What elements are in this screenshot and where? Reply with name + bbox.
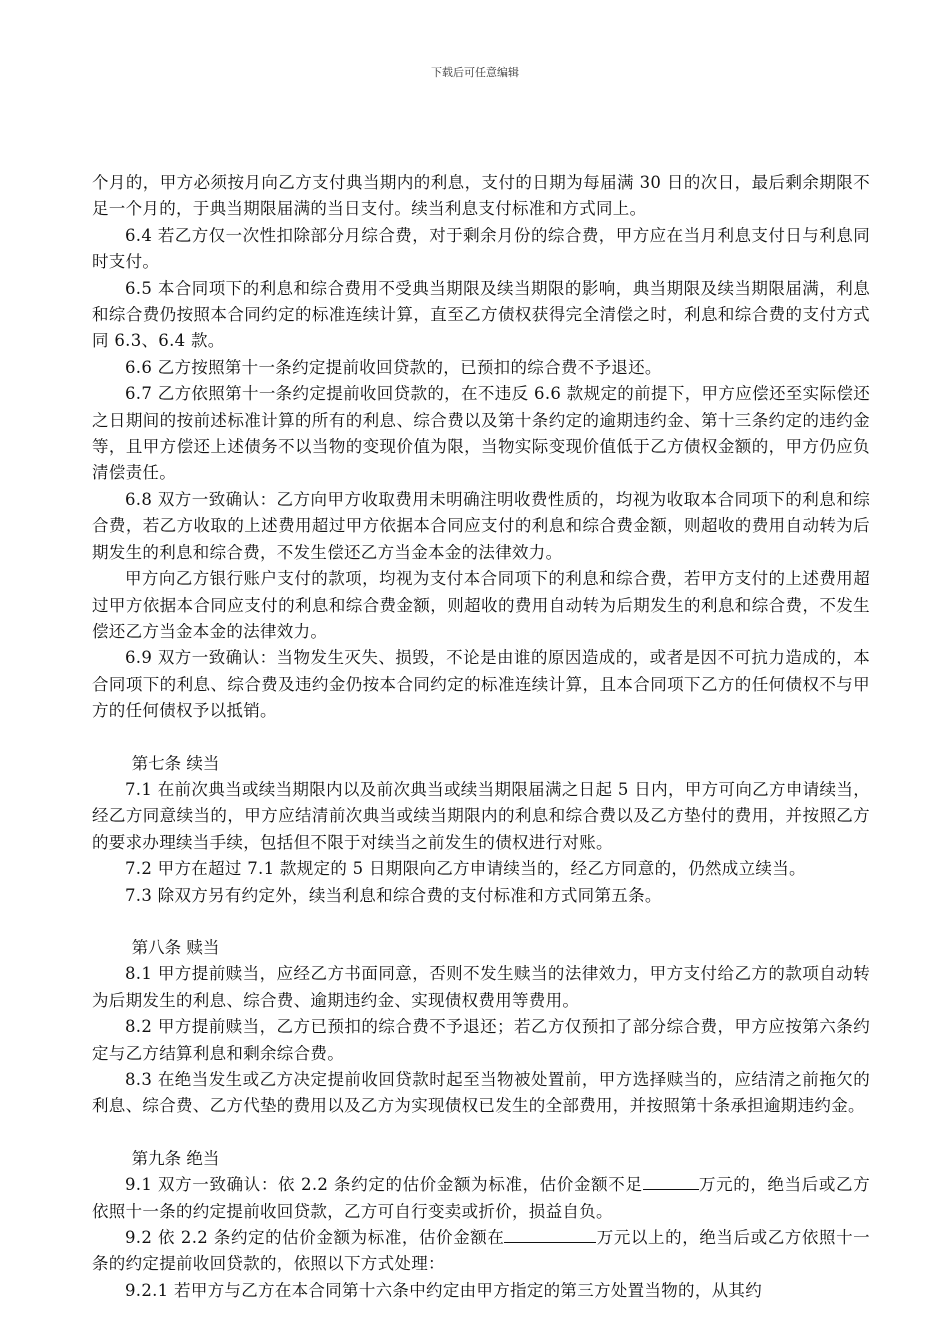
article-7-heading: 第七条 续当 [131,753,220,773]
contract-body [92,170,870,1304]
clause-9-2-part-a: 9.2 依 2.2 条约定的估价金额为标准，估价金额在 [125,1228,505,1248]
page-header: 下载后可任意编辑 [431,66,519,79]
clause-9-1-part-a: 9.1 双方一致确认：依 2.2 条约定的估价金额为标准，估价金额不足 [125,1175,643,1195]
clause-6-8: 6.8 双方一致确认：乙方向甲方收取费用未明确注明收费性质的，均视为收取本合同项下的利息和综合费，若乙方收取的上述费用超过甲方依据本合同应支付的利息和综合费金额，则超收的费用自动转为后期发生的利息和综合费，不发生偿还乙方当金本金的法律效力。 [92,489,870,562]
clause-6-9: 6.9 双方一致确认：当物发生灭失、损毁，不论是由谁的原因造成的，或者是因不可抗力造成的，本合同项下的利息、综合费及违约金仍按本合同约定的标准连续计算，且本合同项下乙方的任何债权不与甲方的任何债权予以抵销。 [92,648,870,721]
clause-6-4: 6.4 若乙方仅一次性扣除部分月综合费，对于剩余月份的综合费，甲方应在当月利息支付日与利息同时支付。 [92,225,870,272]
blank-amount-field [504,1226,596,1243]
clause-6-6: 6.6 乙方按照第十一条约定提前收回贷款的，已预扣的综合费不予退还。 [125,357,662,377]
clause-7-2: 7.2 甲方在超过 7.1 款规定的 5 日期限向乙方申请续当的，经乙方同意的，仍然成立续当。 [125,859,806,879]
clause-8-3: 8.3 在绝当发生或乙方决定提前收回贷款时起至当物被处置前，甲方选择赎当的，应结清之前拖欠的利息、综合费、乙方代垫的费用以及乙方为实现债权已发生的全部费用，并按照第十条承担逾期违约金。 [92,1070,870,1116]
clause-9-2-1: 9.2.1 若甲方与乙方在本合同第十六条中约定由甲方指定的第三方处置当物的，从其约 [125,1280,763,1300]
clause-9-1-part-b: 万元的，绝当后或乙方依照十一条的约定提前收回贷款，乙方可自行变卖或折价，损益自负。 [92,1175,870,1221]
clause-8-1: 8.1 甲方提前赎当，应经乙方书面同意，否则不发生赎当的法律效力，甲方支付给乙方的款项自动转为后期发生的利息、综合费、逾期违约金、实现债权费用等费用。 [92,964,870,1010]
clause-9-2 [92,1225,870,1278]
clause-8-2: 8.2 甲方提前赎当，乙方已预扣的综合费不予退还；若乙方仅预扣了部分综合费，甲方应按第六条约定与乙方结算利息和剩余综合费。 [92,1017,870,1063]
clause-9-2-part-b: 万元以上的，绝当后或乙方依照十一条的约定提前收回贷款的，依照以下方式处理： [92,1228,870,1274]
clause-6-7: 6.7 乙方依照第十一条约定提前收回贷款的，在不违反 6.6 款规定的前提下，甲方应偿还至实际偿还之日期间的按前述标准计算的所有的利息、综合费以及第十条约定的逾期违约金、第十三条约定的违约金等，且甲方偿还上述债务不以当物的变现价值为限，当物实际变现价值低于乙方债权金额的，甲方仍应负清偿责任。 [92,384,870,483]
paragraph-6-3-continued: 个月的，甲方必须按月向乙方支付典当期内的利息，支付的日期为每届满 30 日的次日，最后剩余期限不足一个月的，于典当期限届满的当日支付。续当利息支付标准和方式同上。 [92,173,870,219]
clause-9-1 [92,1172,870,1225]
clause-7-1: 7.1 在前次典当或续当期限内以及前次典当或续当期限届满之日起 5 日内，甲方可向乙方申请续当，经乙方同意续当的，甲方应结清前次典当或续当期限内的利息和综合费以及乙方垫付的费用，并按照乙方的要求办理续当手续，包括但不限于对续当之前发生的债权进行对账。 [92,779,870,852]
blank-amount-field [643,1173,699,1190]
article-9-heading: 第九条 绝当 [131,1148,220,1168]
article-8-heading: 第八条 赎当 [131,937,220,957]
clause-6-5: 6.5 本合同项下的利息和综合费用不受典当期限及续当期限的影响，典当期限及续当期限届满，利息和综合费仍按照本合同约定的标准连续计算，直至乙方债权获得完全清偿之时，利息和综合费的支付方式同 6.3、6.4 款。 [92,278,870,351]
clause-6-8-supplement: 甲方向乙方银行账户支付的款项，均视为支付本合同项下的利息和综合费，若甲方支付的上述费用超过甲方依据本合同应支付的利息和综合费金额，则超收的费用自动转为后期发生的利息和综合费，不发生偿还乙方当金本金的法律效力。 [92,569,870,641]
clause-7-3: 7.3 除双方另有约定外，续当利息和综合费的支付标准和方式同第五条。 [125,885,662,905]
